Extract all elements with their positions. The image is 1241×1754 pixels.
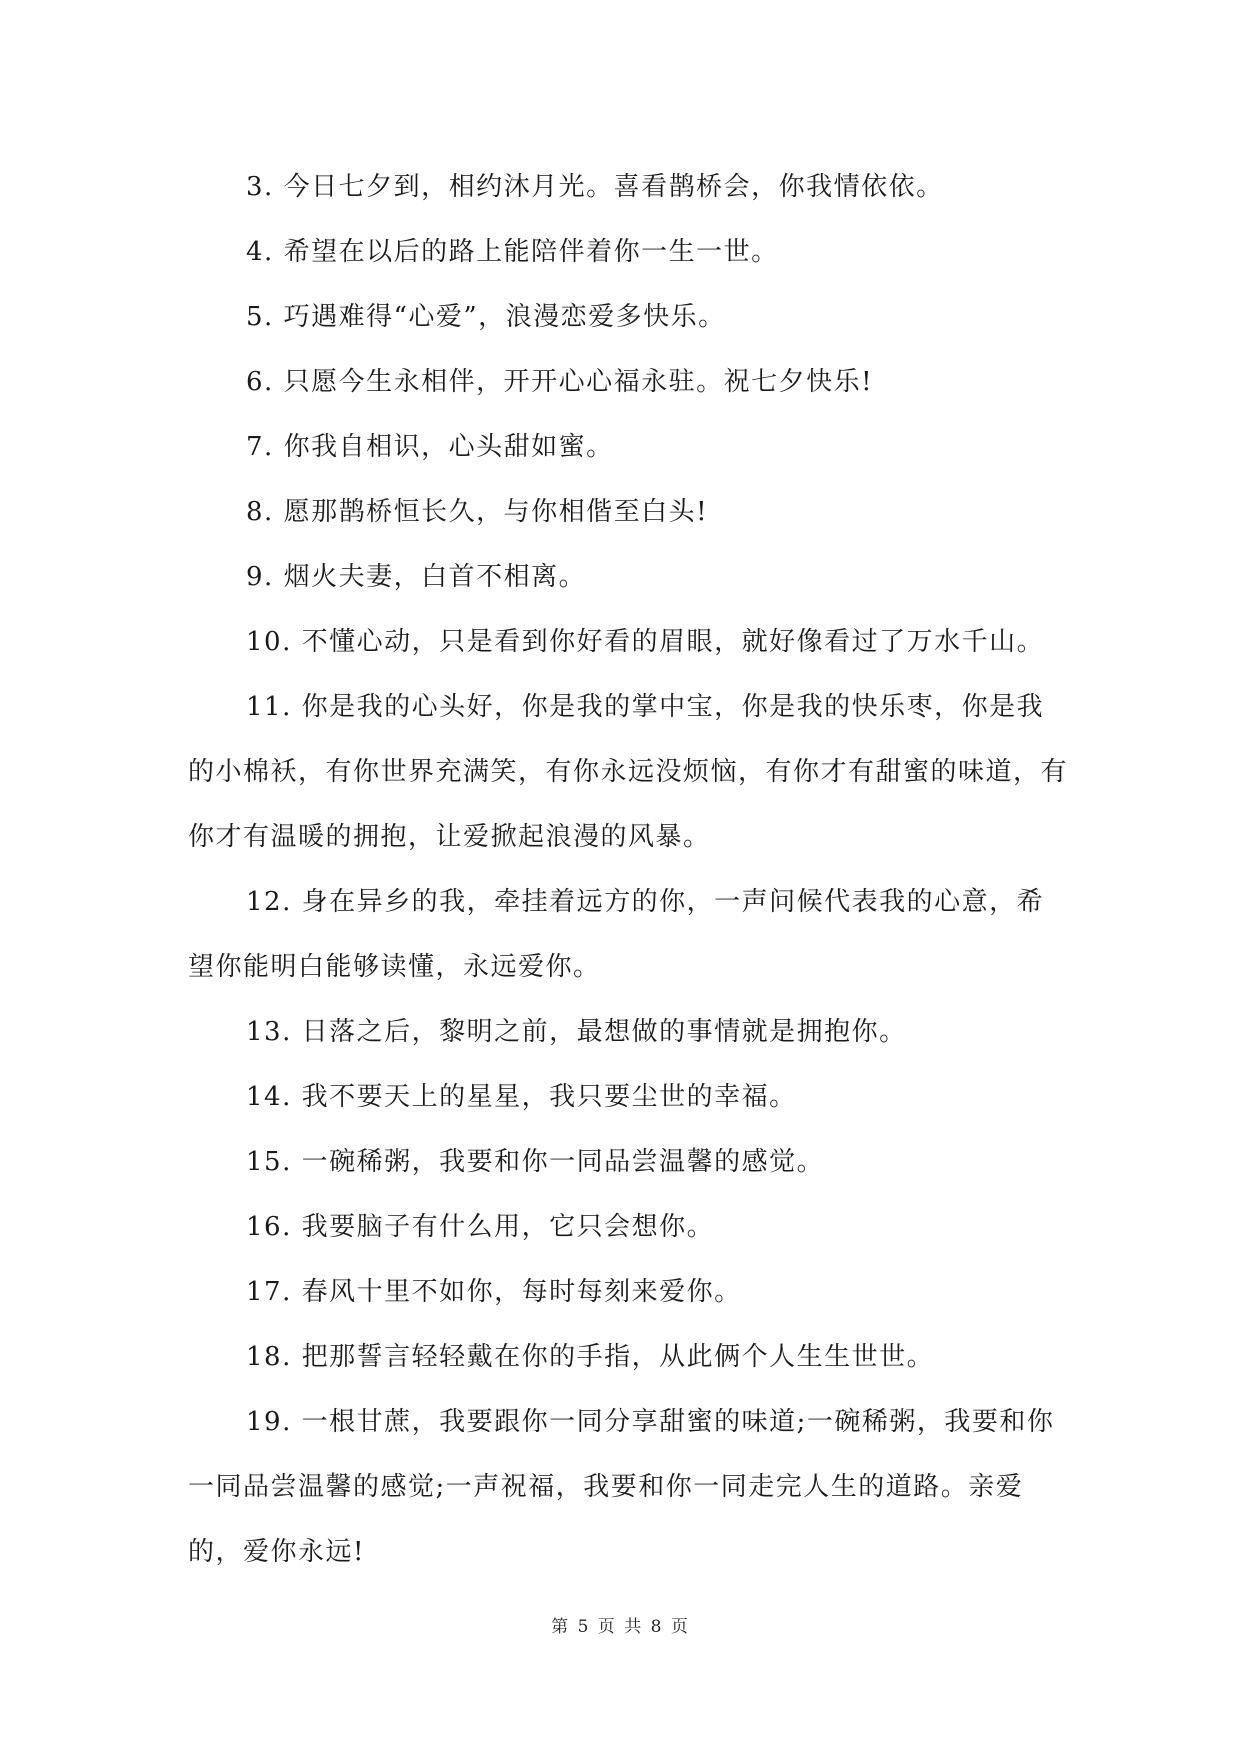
paragraph-3: 3. 今日七夕到，相约沐月光。喜看鹊桥会，你我情依依。 <box>246 172 944 202</box>
paragraph-10: 10. 不懂心动，只是看到你好看的眉眼，就好像看过了万水千山。 <box>246 627 1045 657</box>
paragraph-15: 15. 一碗稀粥，我要和你一同品尝温馨的感觉。 <box>246 1147 825 1177</box>
paragraph-13: 13. 日落之后，黎明之前，最想做的事情就是拥抱你。 <box>246 1017 907 1047</box>
paragraph-6: 6. 只愿今生永相伴，开开心心福永驻。祝七夕快乐! <box>246 367 874 397</box>
paragraph-7: 7. 你我自相识，心头甜如蜜。 <box>246 432 614 462</box>
document-body <box>188 155 1068 1585</box>
paragraph-16: 16. 我要脑子有什么用，它只会想你。 <box>246 1212 715 1242</box>
paragraph-11: 11. 你是我的心头好，你是我的掌中宝，你是我的快乐枣，你是我的小棉袄，有你世界充满笑，有你永远没烦恼，有你才有甜蜜的味道，有你才有温暖的拥抱，让爱掀起浪漫的风暴。 <box>188 692 1069 852</box>
paragraph-14: 14. 我不要天上的星星，我只要尘世的幸福。 <box>246 1082 797 1112</box>
paragraph-4: 4. 希望在以后的路上能陪伴着你一生一世。 <box>246 237 779 267</box>
page-footer: 第 5 页 共 8 页 <box>551 1617 690 1637</box>
paragraph-12: 12. 身在异乡的我，牵挂着远方的你，一声问候代表我的心意，希望你能明白能够读懂，永远爱你。 <box>188 887 1045 982</box>
paragraph-5: 5. 巧遇难得“心爱”，浪漫恋爱多快乐。 <box>246 302 726 332</box>
paragraph-17: 17. 春风十里不如你，每时每刻来爱你。 <box>246 1277 742 1307</box>
paragraph-19: 19. 一根甘蔗，我要跟你一同分享甜蜜的味道;一碗稀粥，我要和你一同品尝温馨的感觉;一声祝福，我要和你一同走完人生的道路。亲爱的，爱你永远! <box>188 1407 1055 1567</box>
paragraph-9: 9. 烟火夫妻，白首不相离。 <box>246 562 587 592</box>
paragraph-18: 18. 把那誓言轻轻戴在你的手指，从此俩个人生生世世。 <box>246 1342 935 1372</box>
paragraph-8: 8. 愿那鹊桥恒长久，与你相偕至白头! <box>246 497 709 527</box>
